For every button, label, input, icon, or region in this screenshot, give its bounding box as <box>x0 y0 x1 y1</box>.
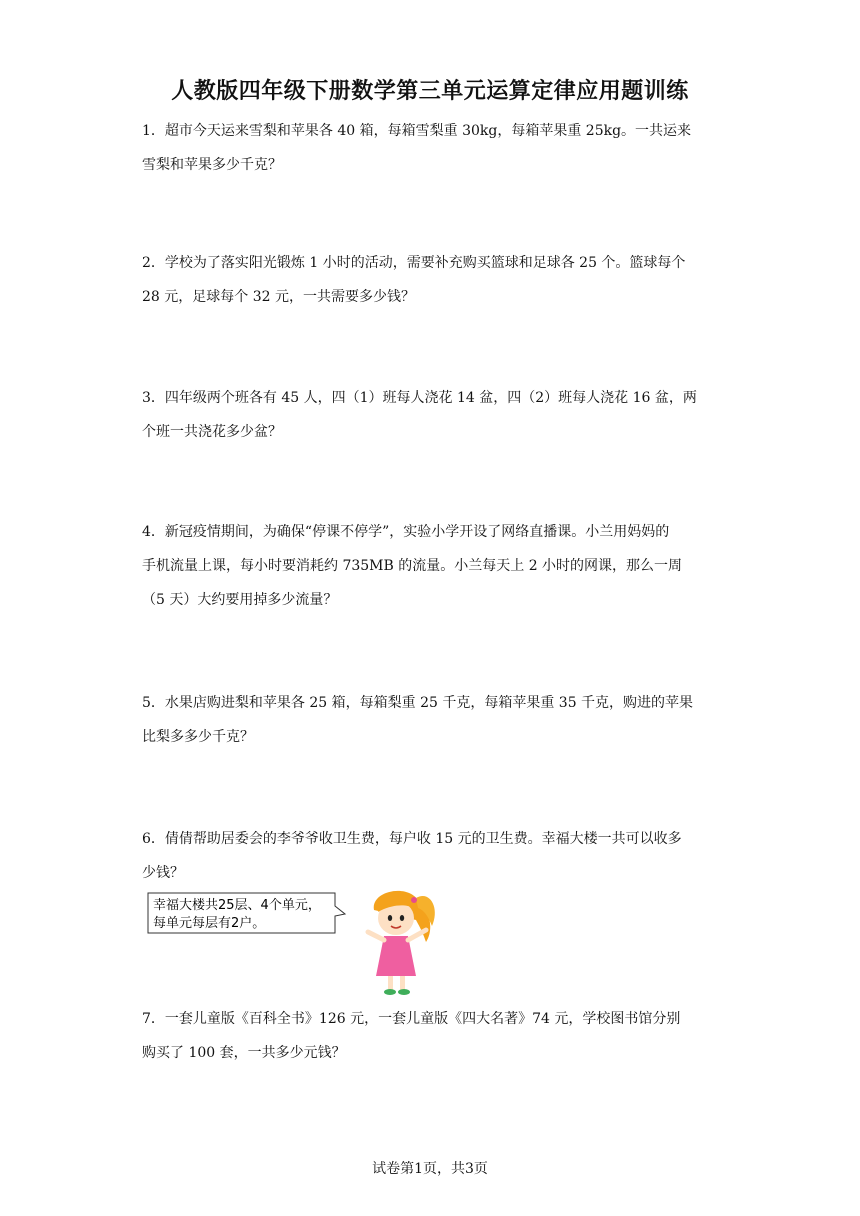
question-line: 2．学校为了落实阳光锻炼 1 小时的活动，需要补充购买篮球和足球各 25 个。篮球每个 <box>142 255 686 271</box>
page-title: 人教版四年级下册数学第三单元运算定律应用题训练 <box>171 79 689 104</box>
question-line: （5 天）大约要用掉多少流量？ <box>142 592 338 608</box>
question-line: 6．倩倩帮助居委会的李爷爷收卫生费，每户收 15 元的卫生费。幸福大楼一共可以收多 <box>142 831 682 847</box>
question-line: 28 元，足球每个 32 元，一共需要多少钱？ <box>142 289 415 305</box>
question-line: 5．水果店购进梨和苹果各 25 箱，每箱梨重 25 千克，每箱苹果重 35 千克，购进的苹果 <box>142 695 694 711</box>
question-line: 雪梨和苹果多少千克？ <box>142 157 282 173</box>
question-line: 个班一共浇花多少盆？ <box>142 424 282 440</box>
question-2 <box>142 246 722 314</box>
girl-illustration-icon <box>352 880 442 1000</box>
question-line: 手机流量上课，每小时要消耗约 735MB 的流量。小兰每天上 2 小时的网课，那么一周 <box>142 558 683 574</box>
question-line: 少钱？ <box>142 865 184 881</box>
question-line: 1．超市今天运来雪梨和苹果各 40 箱，每箱雪梨重 30kg，每箱苹果重 25kg。一共运来 <box>142 123 692 139</box>
question-1 <box>142 114 722 182</box>
question-3 <box>142 381 722 449</box>
speech-bubble <box>147 892 337 934</box>
question-line: 比梨多多少千克？ <box>142 729 254 745</box>
page-footer: 试卷第1页，共3页 <box>372 1161 488 1177</box>
bubble-line: 幸福大楼共25层、4个单元， <box>153 898 321 913</box>
question-line: 4．新冠疫情期间，为确保“停课不停学”，实验小学开设了网络直播课。小兰用妈妈的 <box>142 524 670 540</box>
question-line: 7．一套儿童版《百科全书》126 元，一套儿童版《四大名著》74 元，学校图书馆分别 <box>142 1011 681 1027</box>
question-5 <box>142 686 722 754</box>
question-4 <box>142 515 722 617</box>
bubble-line: 每单元每层有2户。 <box>153 916 266 931</box>
question-7 <box>142 1002 722 1070</box>
question-line: 购买了 100 套，一共多少元钱？ <box>142 1045 346 1061</box>
question-line: 3．四年级两个班各有 45 人，四（1）班每人浇花 14 盆，四（2）班每人浇花 16 盆，两 <box>142 390 697 406</box>
